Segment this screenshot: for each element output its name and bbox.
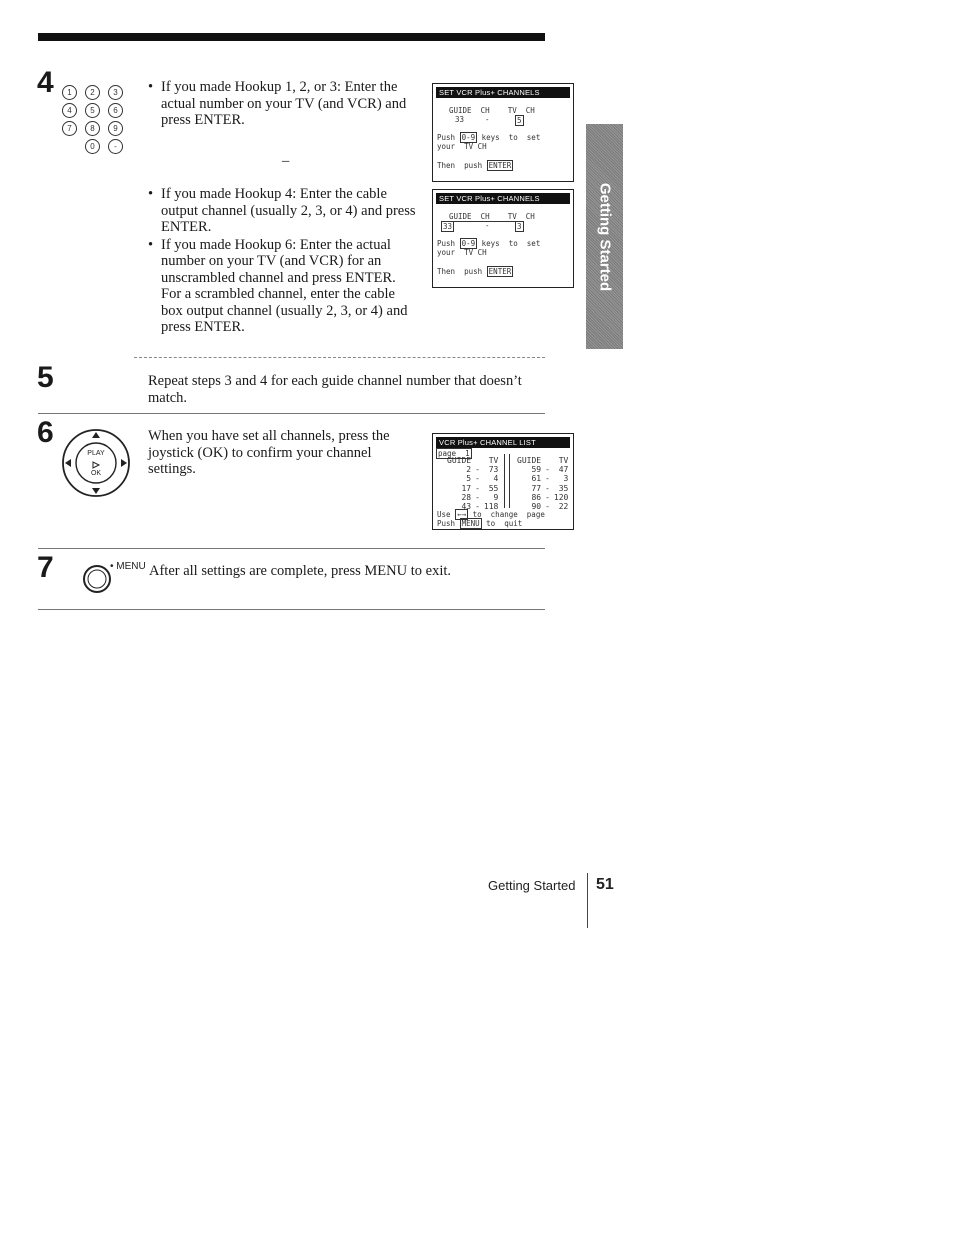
tv-value: 73 bbox=[488, 465, 499, 475]
channel-row: 28 - 9 bbox=[445, 493, 500, 502]
osd-title: SET VCR Plus+ CHANNELS bbox=[436, 87, 570, 98]
col-guide: GUIDE bbox=[517, 456, 542, 465]
bullet-hookup-4: • If you made Hookup 4: Enter the cable output channel (usually 2, 3, or 4) and press ENTER. bbox=[148, 186, 416, 236]
osd-enter: ENTER bbox=[488, 161, 512, 170]
step-7-number: 7 bbox=[37, 551, 54, 584]
key-9-icon: 9 bbox=[108, 121, 123, 136]
osd-push-pre: Push bbox=[437, 519, 456, 528]
osd-push-line bbox=[437, 133, 540, 142]
osd-page: page 1 bbox=[438, 449, 470, 458]
joystick-ok-label: OK bbox=[90, 470, 102, 477]
osd-title: SET VCR Plus+ CHANNELS bbox=[436, 193, 570, 204]
col-tv: TV bbox=[558, 456, 569, 465]
key-6-icon: 6 bbox=[108, 103, 123, 118]
step-4-bullets bbox=[148, 79, 416, 135]
channel-row: 2 - 73 bbox=[445, 465, 500, 474]
tv-value: 3 bbox=[563, 474, 569, 484]
channel-row: 90 - 22 bbox=[515, 502, 570, 511]
channel-row: 5 - 4 bbox=[445, 474, 500, 483]
osd-title: VCR Plus+ CHANNEL LIST bbox=[436, 437, 570, 448]
header-bar bbox=[38, 33, 545, 41]
key-8-icon: 8 bbox=[85, 121, 100, 136]
joystick-play-label: PLAY bbox=[87, 450, 105, 457]
channel-list-left bbox=[445, 456, 500, 511]
osd-guide-value: 33 bbox=[443, 222, 453, 231]
key-1-icon: 1 bbox=[62, 85, 77, 100]
osd-push-post: keys to set bbox=[481, 133, 541, 142]
guide-value: 61 bbox=[531, 474, 542, 484]
guide-value: 59 bbox=[531, 465, 542, 475]
osd-then-line bbox=[437, 267, 513, 276]
tv-value: 120 bbox=[553, 492, 569, 502]
osd-tv-value: 5 bbox=[517, 116, 522, 125]
guide-value: 90 bbox=[531, 502, 542, 512]
key-7-icon: 7 bbox=[62, 121, 77, 136]
osd-header: GUIDE CH TV CH bbox=[449, 106, 535, 115]
guide-value: 17 bbox=[461, 483, 472, 493]
tv-value: 22 bbox=[558, 502, 569, 512]
key-3-icon: 3 bbox=[108, 85, 123, 100]
guide-value: 28 bbox=[461, 492, 472, 502]
osd-then-line bbox=[437, 161, 513, 170]
step-7-text: After all settings are complete, press MENU to exit. bbox=[149, 563, 452, 579]
divider-step7 bbox=[38, 609, 545, 610]
step-6-number: 6 bbox=[37, 416, 54, 449]
bullet-hookup-6: • If you made Hookup 6: Enter the actual number on your TV (and VCR) for an unscrambled channel and press ENTER. For a scrambled channel, enter the cable box output channel (usually 2, 3, or 4) and press ENTER. bbox=[148, 237, 416, 336]
osd-use-line bbox=[437, 510, 545, 519]
step-5-number: 5 bbox=[37, 361, 54, 394]
osd-use-pre: Use bbox=[437, 510, 451, 519]
osd-header: GUIDE CH TV CH bbox=[449, 212, 535, 221]
divider-step4 bbox=[134, 357, 545, 358]
key-dash-icon: - bbox=[108, 139, 123, 154]
guide-value: 2 bbox=[466, 465, 472, 475]
col-tv: TV bbox=[488, 456, 499, 465]
tv-value: 9 bbox=[493, 492, 499, 502]
osd-set-channels-2 bbox=[432, 189, 574, 288]
page-number: 51 bbox=[596, 876, 614, 893]
channel-list-right bbox=[515, 456, 570, 511]
channel-row: 61 - 3 bbox=[515, 474, 570, 483]
osd-enter: ENTER bbox=[488, 267, 512, 276]
osd-push-post: to quit bbox=[486, 519, 523, 528]
osd-set-channels-1 bbox=[432, 83, 574, 182]
key-5-icon: 5 bbox=[85, 103, 100, 118]
menu-button-label: • MENU bbox=[110, 561, 146, 572]
tv-value: 4 bbox=[493, 474, 499, 484]
osd-push-pre: Push bbox=[437, 133, 456, 142]
channel-row: 43 - 118 bbox=[445, 502, 500, 511]
footer-section-label: Getting Started bbox=[488, 878, 576, 893]
osd-push-keys: 0-9 bbox=[461, 239, 476, 248]
menu-label-text: MENU bbox=[116, 561, 146, 572]
osd-then-pre: Then push bbox=[437, 267, 483, 276]
key-2-icon: 2 bbox=[85, 85, 100, 100]
step-5-text: Repeat steps 3 and 4 for each guide channel number that doesn’t match. bbox=[148, 373, 522, 406]
osd-line2: your TV CH bbox=[437, 142, 487, 151]
channel-row: 59 - 47 bbox=[515, 465, 570, 474]
divider-step6 bbox=[38, 548, 545, 549]
osd-line2: your TV CH bbox=[437, 248, 487, 257]
section-side-tab bbox=[586, 124, 623, 349]
guide-value: 43 bbox=[461, 502, 472, 512]
osd-tv-value: 3 bbox=[517, 222, 522, 231]
arrow-keys-icon: ←→ bbox=[457, 510, 467, 519]
key-0-icon: 0 bbox=[85, 139, 100, 154]
tv-value: 118 bbox=[483, 502, 499, 512]
footer-separator bbox=[587, 873, 588, 928]
osd-sep: - bbox=[485, 221, 490, 230]
osd-menu-key: MENU bbox=[461, 519, 480, 528]
osd-push-line bbox=[437, 239, 540, 248]
tv-value: 47 bbox=[558, 465, 569, 475]
osd-then-pre: Then push bbox=[437, 161, 483, 170]
list-divider bbox=[504, 454, 510, 508]
section-side-tab-label: Getting Started bbox=[596, 182, 613, 291]
numeric-keypad bbox=[62, 80, 132, 160]
bullet-hookup-123: • If you made Hookup 1, 2, or 3: Enter the actual number on your TV (and VCR) and press ENTER. bbox=[148, 79, 416, 129]
guide-value: 77 bbox=[531, 483, 542, 493]
joystick-icon bbox=[60, 427, 132, 499]
divider-step5 bbox=[38, 413, 545, 414]
osd-push-keys: 0-9 bbox=[461, 133, 476, 142]
osd-channel-list bbox=[432, 433, 574, 530]
tv-value: 35 bbox=[558, 483, 569, 493]
osd-push-line bbox=[437, 519, 522, 528]
guide-value: 5 bbox=[466, 474, 472, 484]
channel-row: 86 - 120 bbox=[515, 493, 570, 502]
osd-sep: - bbox=[485, 115, 490, 124]
tv-value: 55 bbox=[488, 483, 499, 493]
osd-use-post: to change page bbox=[472, 510, 545, 519]
step-4-dash: – bbox=[282, 153, 290, 169]
osd-push-post: keys to set bbox=[481, 239, 541, 248]
guide-value: 86 bbox=[531, 492, 542, 502]
step-4-number: 4 bbox=[37, 66, 54, 99]
channel-row: 17 - 55 bbox=[445, 484, 500, 493]
key-4-icon: 4 bbox=[62, 103, 77, 118]
step-6-text: When you have set all channels, press the joystick (OK) to confirm your channel settings. bbox=[148, 428, 390, 477]
step-4-bullets-more bbox=[148, 186, 416, 337]
osd-push-pre: Push bbox=[437, 239, 456, 248]
osd-guide-value: 33 bbox=[455, 115, 465, 124]
col-guide: GUIDE bbox=[447, 456, 472, 465]
channel-row: 77 - 35 bbox=[515, 484, 570, 493]
